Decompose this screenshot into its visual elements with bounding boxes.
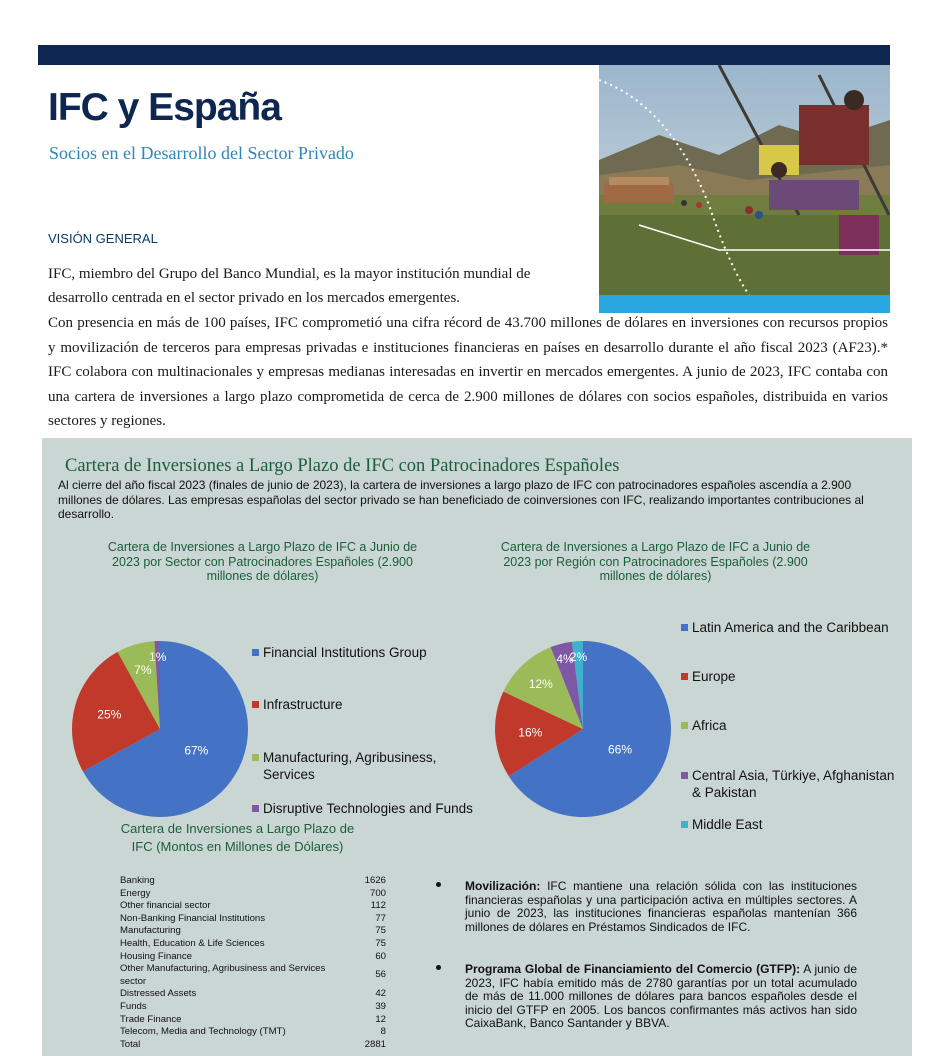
panel-intro: Al cierre del año fiscal 2023 (finales de junio de 2023), la cartera de inversiones a largo plazo de IFC con patrocinadores españoles ascendía a 2.900 millones de dólares. Las empresas españolas del sector privado se han beneficiado de coinversiones con IFC, realizando importantes contribuciones al desarrollo. [58,478,864,521]
legend-swatch-icon [681,821,688,828]
table-cell-value: 2881 [364,1038,386,1050]
table-cell-label: Total [120,1038,141,1050]
legend-item [252,749,478,783]
legend-swatch-icon [681,772,688,779]
legend-swatch-icon [681,722,688,729]
bullet-icon [436,965,441,970]
data-label: 2% [569,649,588,664]
table-cell-label: Banking [120,875,155,886]
legend-label: Latin America and the Caribbean [692,620,889,635]
table-row [120,938,386,951]
children-on-swings-photo [599,65,890,313]
legend-label: Middle East [692,817,763,832]
region-pie-chart [493,638,673,820]
section-heading: VISIÓN GENERAL [48,231,158,246]
page-title: IFC y España [48,86,281,129]
table-row [120,1014,386,1027]
legend-item [681,620,889,635]
bullet-heading: Programa Global de Financiamiento del Comercio (GTFP): [465,962,801,976]
legend-label: Central Asia, Türkiye, Afghanistan & Pakistan [692,768,895,800]
bullet-gtfp [465,963,857,1031]
legend-item [252,697,343,712]
page-subtitle: Socios en el Desarrollo del Sector Privado [49,143,354,163]
table-cell-label: Telecom, Media and Technology (TMT) [120,1026,286,1038]
legend-swatch-icon [252,805,259,812]
legend-swatch-icon [681,624,688,631]
sector-chart-title: Cartera de Inversiones a Largo Plazo de IFC a Junio de 2023 por Sector con Patrocinadores Españoles (2.900 millones de dólares) [107,540,418,583]
table-cell-label: Energy [120,887,151,899]
table-cell-value: 56 [375,969,386,981]
data-label: 67% [184,743,209,758]
legend-label: Africa [692,718,727,733]
table-cell-label: Non-Banking Financial Institutions [120,912,266,924]
legend-label: Manufacturing, Agribusiness, Services [263,750,437,782]
legend-item [252,645,427,660]
legend-item [681,718,727,733]
table-row [120,925,386,938]
legend-label: Financial Institutions Group [263,645,427,660]
table-cell-value: 1626 [364,875,386,886]
table-cell-value: 8 [380,1026,386,1038]
legend-swatch-icon [252,754,259,761]
table-cell-label: Distressed Assets [120,988,197,1000]
header-bar [38,45,890,65]
data-label: 66% [607,742,633,757]
region-chart-title: Cartera de Inversiones a Largo Plazo de IFC a Junio de 2023 por Región con Patrocinadores Españoles (2.900 millones de dólares) [500,540,811,583]
data-label: 16% [518,725,543,740]
data-label: 12% [528,677,553,692]
legend-item [252,801,473,816]
table-cell-value: 42 [375,988,386,1000]
table-cell-label: Housing Finance [120,950,192,962]
data-label: 25% [97,707,122,722]
table-cell-value: 12 [375,1013,386,1025]
amounts-table [120,875,386,1051]
data-label: 7% [134,662,152,677]
bullet-mobilization [465,880,857,934]
data-label: 4% [556,652,574,667]
table-row [120,988,386,1001]
legend-label: Europe [692,669,736,684]
bullet-text: A junio de 2023, IFC había emitido más de 2780 garantías por un total acumulado de más de 11.000 millones de dólares para bancos españoles desde el inicio del GTFP en 2005. Los bancos confirmantes más activos han sido CaixaBank, Banco Santander y BBVA. [465,962,857,1030]
legend-swatch-icon [252,649,259,656]
table-row [120,1039,386,1052]
legend-swatch-icon [252,701,259,708]
legend-item [681,817,763,832]
legend-item [681,669,736,684]
table-row [120,1026,386,1039]
table-cell-value: 60 [375,950,386,962]
table-cell-value: 700 [369,887,386,899]
table-row [120,900,386,913]
table-cell-value: 39 [375,1000,386,1012]
table-row [120,875,386,888]
table-cell-value: 77 [375,912,386,924]
bullet-icon [436,882,441,887]
table-cell-value: 112 [370,900,386,912]
table-cell-label: Health, Education & Life Sciences [120,937,265,949]
bullet-heading: Movilización: [465,879,541,893]
table-cell-label: Trade Finance [120,1013,182,1025]
bullet-text: IFC mantiene una relación sólida con las instituciones financieras españolas y una participación activa en múltiples sectores. A junio de 2023, las instituciones financieras españolas mantenían 366 millones de dólares en Préstamos Sindicados de IFC. [465,879,857,934]
table-cell-value: 75 [375,937,386,949]
panel-title: Cartera de Inversiones a Largo Plazo de IFC con Patrocinadores Españoles [65,456,620,476]
sector-pie-chart [70,638,250,820]
table-row [120,1001,386,1014]
table-cell-label: Funds [120,1000,147,1012]
table-row [120,913,386,926]
intro-paragraph: IFC, miembro del Grupo del Banco Mundial, es la mayor institución mundial de desarrollo centrada en el sector privado en los mercados emergentes. [48,266,531,306]
legend-item [681,767,907,801]
table-row [120,951,386,964]
table-cell-label: Other Manufacturing, Agribusiness and Services sector [120,963,326,987]
data-label: 1% [149,649,167,664]
table-row [120,963,386,988]
table-cell-label: Manufacturing [120,925,181,937]
table-row [120,888,386,901]
table-cell-label: Other financial sector [120,900,211,912]
legend-swatch-icon [681,673,688,680]
table-title: Cartera de Inversiones a Largo Plazo de IFC (Montos en Millones de Dólares) [120,821,355,854]
table-cell-value: 75 [375,925,386,937]
legend-label: Infrastructure [263,697,343,712]
legend-label: Disruptive Technologies and Funds [263,801,473,816]
overview-paragraph: Con presencia en más de 100 países, IFC comprometió una cifra récord de 43.700 millones de dólares en inversiones con recursos propios y movilización de terceros para empresas privadas e instituciones financieras en países en desarrollo durante el año fiscal 2023 (AF23).* IFC colabora con multinacionales y empresas medianas interesadas en invertir en mercados emergentes. A junio de 2023, IFC contaba con una cartera de inversiones a largo plazo comprometida de cerca de 2.900 millones de dólares con socios españoles, distribuida en varios sectores y regiones. [48,315,888,429]
